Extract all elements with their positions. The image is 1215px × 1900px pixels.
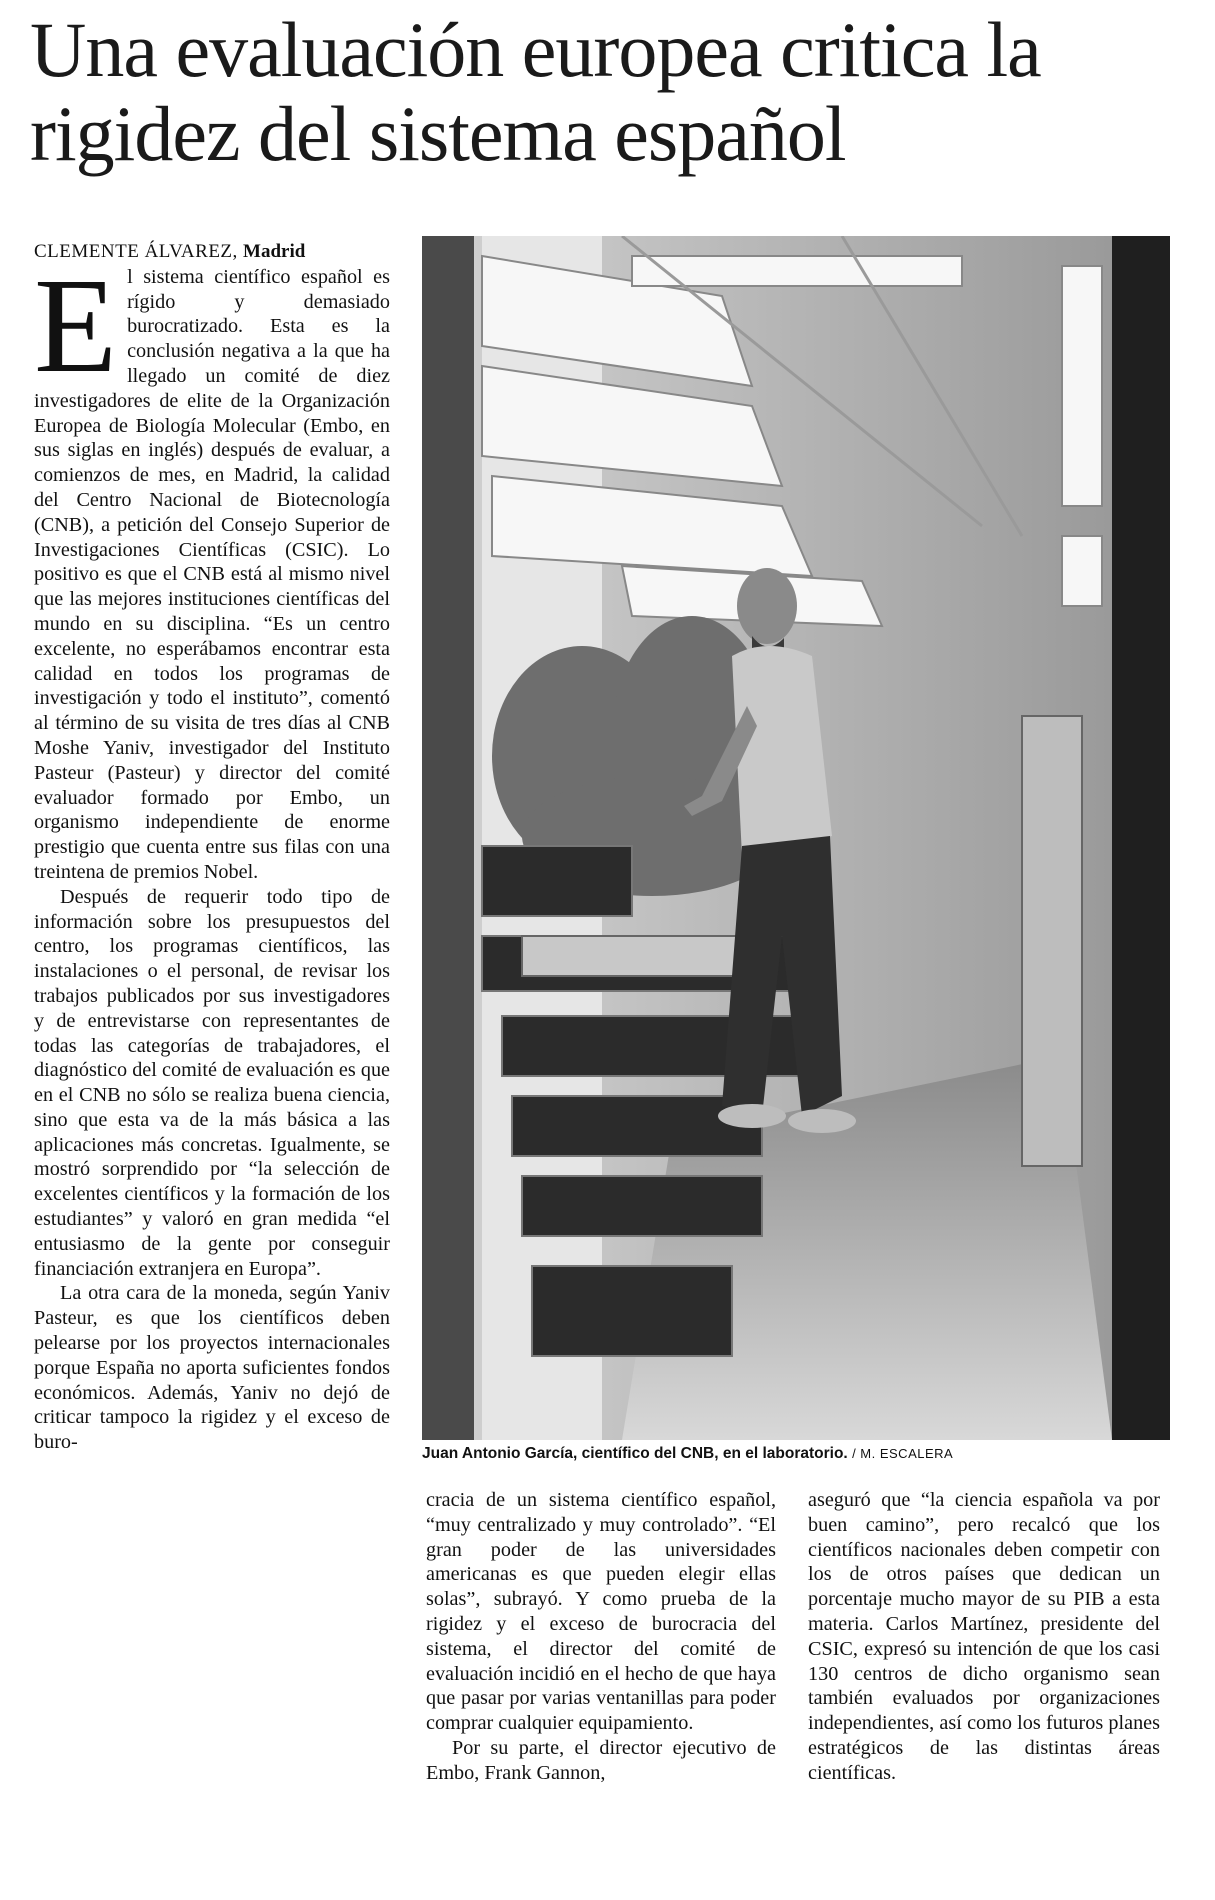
- paragraph: cracia de un sistema científico español, “muy centralizado y muy controlado”. “El gran poder de las universidades americanas es que pueden elegir ellas solas”, subrayó. Y como prueba de la rigidez y el exceso de burocracia del sistema, el director del comité de evaluación incidió en el hecho de que haya que pasar por varias ventanillas para poder comprar cualquier equipamiento.: [426, 1489, 776, 1735]
- byline-city: Madrid: [243, 241, 306, 262]
- byline: [34, 240, 390, 265]
- laboratory-photo-illustration: [422, 236, 1170, 1440]
- paragraph: La otra cara de la moneda, según Yaniv Pasteur, es que los científicos deben pelearse por los proyectos internacionales porque España no aporta suficientes fondos económicos. Además, Yaniv no dejó de criticar tampoco la rigidez y el exceso de buro-: [34, 1282, 390, 1454]
- photo-caption: [422, 1444, 1182, 1464]
- paragraph: Por su parte, el director ejecutivo de Embo, Frank Gannon,: [426, 1736, 776, 1784]
- laboratory-photo: [422, 236, 1170, 1440]
- byline-author: CLEMENTE ÁLVAREZ,: [34, 241, 238, 262]
- article-column-3: [808, 1488, 1160, 1786]
- headline: Una evaluación europea critica la rigidez del sistema español: [30, 6, 1041, 177]
- article-column-2: [426, 1488, 776, 1786]
- drop-cap: E: [34, 250, 118, 401]
- photo-credit: / M. ESCALERA: [852, 1446, 954, 1461]
- paragraph-text: l sistema científico español es rígido y demasiado burocratizado. Esta es la conclusión negativa a la que ha llegado un comité de diez investigadores de elite de la Organización Europea de Biología Molecular (Embo, en sus siglas en inglés) después de evaluar, a comienzos de mes, en Madrid, la calidad del Centro Nacional de Biotecnología (CNB), a petición del Consejo Superior de Investigaciones Científicas (CSIC). Lo positivo es que el CNB está al mismo nivel que las mejores instituciones científicas del mundo en su disciplina. “Es un centro excelente, no esperábamos encontrar esta calidad en todos los programas de investigación y todo el instituto”, comentó al término de su visita de tres días al CNB Moshe Yaniv, investigador del Instituto Pasteur (Pasteur) y director del comité evaluador formado por Embo, un organismo independiente de enorme prestigio que cuenta entre sus filas con una treintena de premios Nobel.: [34, 265, 390, 883]
- article-column-1: [34, 240, 390, 1455]
- caption-text: Juan Antonio García, científico del CNB, en el laboratorio.: [422, 1445, 848, 1462]
- paragraph: aseguró que “la ciencia española va por buen camino”, pero recalcó que los científicos nacionales deben competir con los de otros países que dedican un porcentaje mucho mayor de su PIB a esta materia. Carlos Martínez, presidente del CSIC, expresó su intención de que los casi 130 centros de dicho organismo sean también evaluados por organizaciones independientes, así como los futuros planes estratégicos de las distintas áreas científicas.: [808, 1489, 1160, 1784]
- paragraph: Después de requerir todo tipo de información sobre los presupuestos del centro, los programas científicos, las instalaciones o el personal, de revisar los trabajos publicados por sus investigadores y de entrevistarse con representantes de todas las categorías de trabajadores, el diagnóstico del comité de evaluación es que en el CNB no sólo se realiza buena ciencia, sino que esta va de la más básica a las aplicaciones más concretas. Igualmente, se mostró sorprendido por “la selección de excelentes científicos y la formación de los estudiantes” y valoró en gran medida “el entusiasmo de la gente por conseguir financiación extranjera en Europa”.: [34, 885, 390, 1280]
